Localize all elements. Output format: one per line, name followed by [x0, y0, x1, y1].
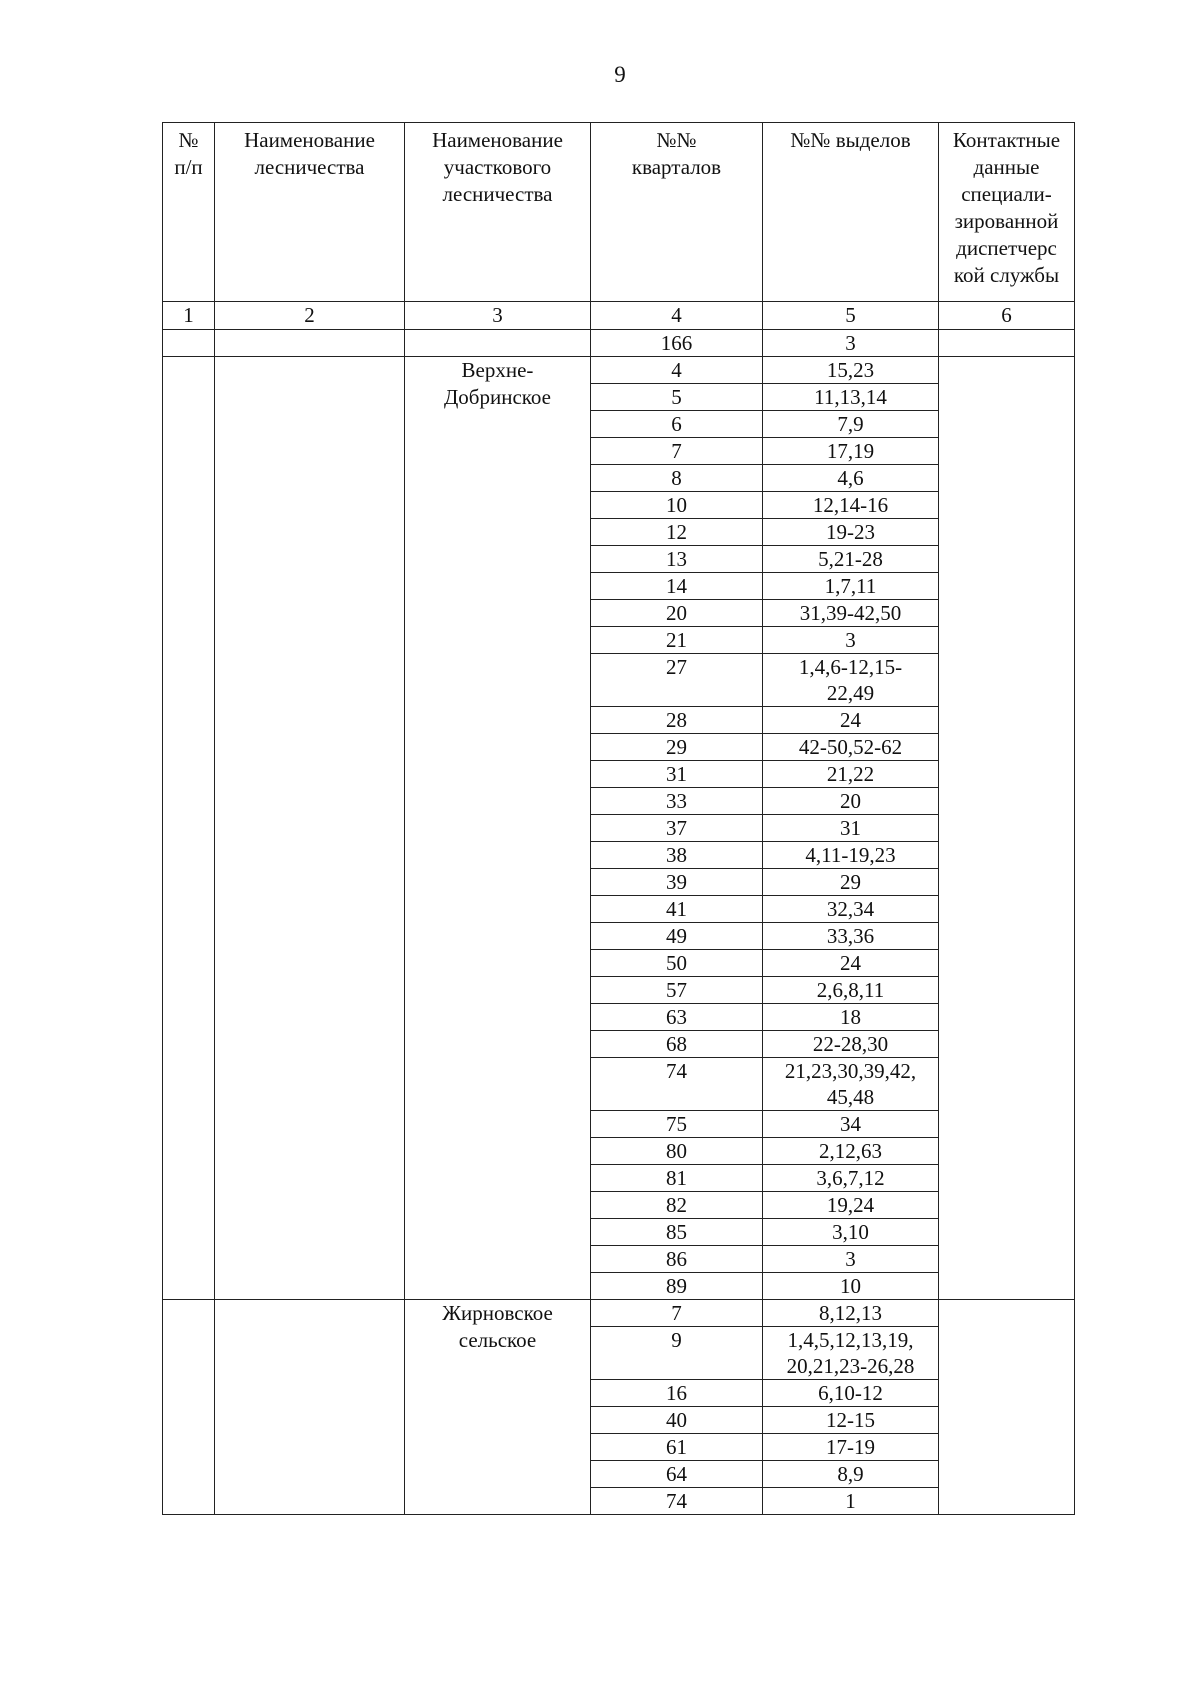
cell-plots: 11,13,14	[763, 384, 939, 411]
cell-forestry	[215, 357, 405, 1300]
cell-plots: 8,9	[763, 1461, 939, 1488]
cell-plots: 1,7,11	[763, 573, 939, 600]
cell-plots: 24	[763, 950, 939, 977]
cell-plots: 22-28,30	[763, 1031, 939, 1058]
column-number: 3	[405, 302, 591, 330]
cell-quarter: 86	[591, 1246, 763, 1273]
cell-quarter: 38	[591, 842, 763, 869]
cell-quarter: 49	[591, 923, 763, 950]
column-number: 4	[591, 302, 763, 330]
cell-plots: 31	[763, 815, 939, 842]
cell-plots: 8,12,13	[763, 1300, 939, 1327]
header-cell-number: № п/п	[163, 123, 215, 302]
header-cell-plots: №№ выделов	[763, 123, 939, 302]
cell-plots: 3	[763, 1246, 939, 1273]
cell-plots: 4,11-19,23	[763, 842, 939, 869]
cell-plots: 7,9	[763, 411, 939, 438]
cell-quarter: 80	[591, 1138, 763, 1165]
cell-plots: 29	[763, 869, 939, 896]
cell-quarter: 89	[591, 1273, 763, 1300]
cell-district-forestry: Жирновское сельское	[405, 1300, 591, 1515]
cell-contacts	[939, 1300, 1075, 1515]
cell-quarter: 4	[591, 357, 763, 384]
cell-plots: 3	[763, 627, 939, 654]
cell-quarter: 166	[591, 330, 763, 357]
cell-plots: 10	[763, 1273, 939, 1300]
cell-quarter: 40	[591, 1407, 763, 1434]
column-number: 2	[215, 302, 405, 330]
cell-plots: 33,36	[763, 923, 939, 950]
cell-quarter: 85	[591, 1219, 763, 1246]
cell-quarter: 50	[591, 950, 763, 977]
cell-quarter: 37	[591, 815, 763, 842]
header-cell-contacts: Контактные данные специали- зированной диспетчерс кой службы	[939, 123, 1075, 302]
cell-plots: 20	[763, 788, 939, 815]
cell-plots: 4,6	[763, 465, 939, 492]
table-row	[163, 357, 1075, 384]
cell-quarter: 33	[591, 788, 763, 815]
cell-quarter: 13	[591, 546, 763, 573]
cell-quarter: 31	[591, 761, 763, 788]
cell-plots: 19,24	[763, 1192, 939, 1219]
cell-plots: 3,6,7,12	[763, 1165, 939, 1192]
table-body	[163, 330, 1075, 1515]
cell-quarter: 21	[591, 627, 763, 654]
cell-quarter: 6	[591, 411, 763, 438]
table-row	[163, 330, 1075, 357]
cell-plots: 15,23	[763, 357, 939, 384]
cell-contacts	[939, 330, 1075, 357]
cell-plots: 12-15	[763, 1407, 939, 1434]
cell-number	[163, 357, 215, 1300]
cell-plots: 5,21-28	[763, 546, 939, 573]
cell-district-forestry: Верхне- Добринское	[405, 357, 591, 1300]
cell-plots: 34	[763, 1111, 939, 1138]
header-cell-quarters: №№ кварталов	[591, 123, 763, 302]
cell-quarter: 41	[591, 896, 763, 923]
cell-plots: 31,39-42,50	[763, 600, 939, 627]
cell-plots: 2,12,63	[763, 1138, 939, 1165]
cell-plots: 21,23,30,39,42, 45,48	[763, 1058, 939, 1111]
cell-quarter: 81	[591, 1165, 763, 1192]
cell-plots: 24	[763, 707, 939, 734]
cell-quarter: 5	[591, 384, 763, 411]
cell-quarter: 82	[591, 1192, 763, 1219]
cell-quarter: 68	[591, 1031, 763, 1058]
cell-quarter: 57	[591, 977, 763, 1004]
cell-quarter: 28	[591, 707, 763, 734]
cell-quarter: 7	[591, 1300, 763, 1327]
cell-quarter: 20	[591, 600, 763, 627]
cell-quarter: 27	[591, 654, 763, 707]
cell-forestry	[215, 330, 405, 357]
column-number: 1	[163, 302, 215, 330]
cell-plots: 17,19	[763, 438, 939, 465]
cell-number	[163, 330, 215, 357]
cell-plots: 21,22	[763, 761, 939, 788]
cell-quarter: 39	[591, 869, 763, 896]
cell-forestry	[215, 1300, 405, 1515]
table-row	[163, 1300, 1075, 1327]
cell-quarter: 8	[591, 465, 763, 492]
column-number: 6	[939, 302, 1075, 330]
header-cell-forestry: Наименование лесничества	[215, 123, 405, 302]
cell-quarter: 9	[591, 1327, 763, 1380]
cell-quarter: 12	[591, 519, 763, 546]
page-number: 9	[614, 62, 626, 87]
cell-number	[163, 1300, 215, 1515]
cell-district-forestry	[405, 330, 591, 357]
cell-plots: 32,34	[763, 896, 939, 923]
cell-quarter: 64	[591, 1461, 763, 1488]
cell-quarter: 74	[591, 1058, 763, 1111]
cell-quarter: 16	[591, 1380, 763, 1407]
cell-quarter: 74	[591, 1488, 763, 1515]
cell-quarter: 75	[591, 1111, 763, 1138]
cell-plots: 2,6,8,11	[763, 977, 939, 1004]
cell-plots: 17-19	[763, 1434, 939, 1461]
cell-plots: 42-50,52-62	[763, 734, 939, 761]
header-cell-district-forestry: Наименование участкового лесничества	[405, 123, 591, 302]
cell-quarter: 7	[591, 438, 763, 465]
cell-quarter: 29	[591, 734, 763, 761]
cell-quarter: 14	[591, 573, 763, 600]
cell-plots: 3	[763, 330, 939, 357]
cell-plots: 6,10-12	[763, 1380, 939, 1407]
cell-plots: 12,14-16	[763, 492, 939, 519]
cell-plots: 1,4,5,12,13,19, 20,21,23-26,28	[763, 1327, 939, 1380]
forestry-table	[162, 122, 1075, 1515]
cell-plots: 1	[763, 1488, 939, 1515]
cell-quarter: 63	[591, 1004, 763, 1031]
cell-plots: 3,10	[763, 1219, 939, 1246]
cell-plots: 18	[763, 1004, 939, 1031]
cell-plots: 19-23	[763, 519, 939, 546]
header-row	[163, 123, 1075, 302]
column-number: 5	[763, 302, 939, 330]
column-number-row	[163, 302, 1075, 330]
cell-quarter: 10	[591, 492, 763, 519]
cell-plots: 1,4,6-12,15- 22,49	[763, 654, 939, 707]
cell-contacts	[939, 357, 1075, 1300]
cell-quarter: 61	[591, 1434, 763, 1461]
